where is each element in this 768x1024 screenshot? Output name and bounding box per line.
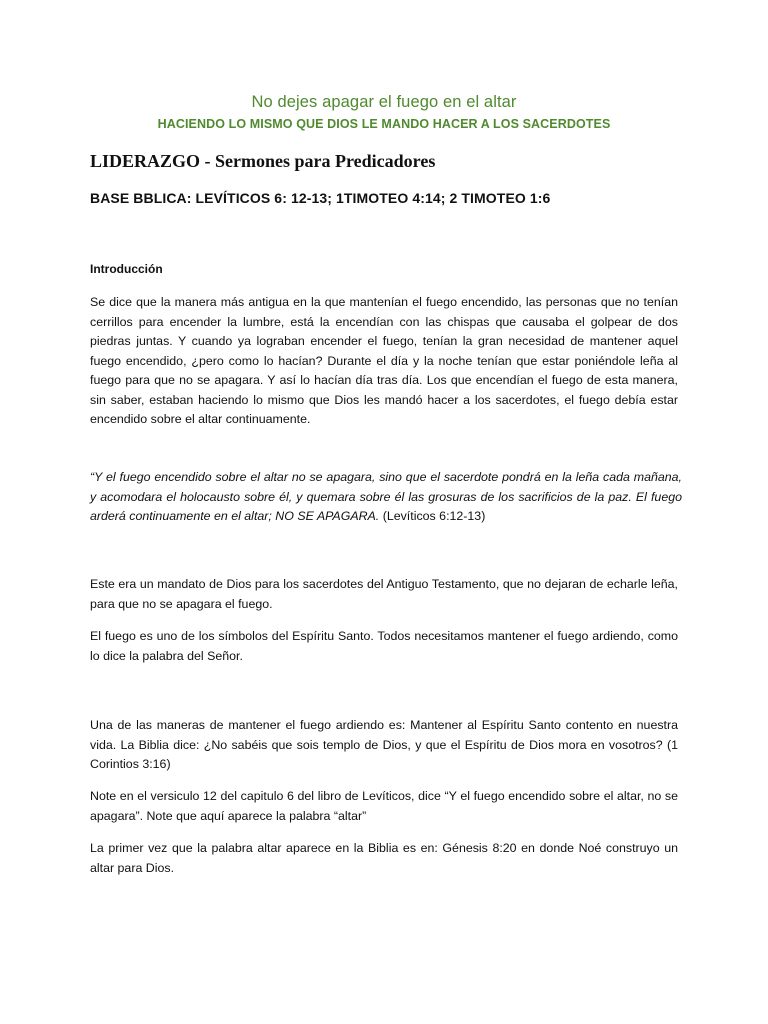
category-heading: LIDERAZGO - Sermones para Predicadores: [90, 151, 436, 171]
introduction-label: Introducción: [90, 262, 163, 276]
paragraph-mandate: Este era un mandato de Dios para los sacerdotes del Antiguo Testamento, que no dejaran de echarle leña, para que no se apagara el fuego.: [90, 577, 678, 611]
scripture-quote-text: “Y el fuego encendido sobre el altar no se apagara, sino que el sacerdote pondrá en la leña cada mañana, y acomodara el holocausto sobre él, y quemara sobre él las grosuras de los sacrificios de la paz. El fuego arderá continuamente en el altar; NO SE APAGARA.: [90, 470, 682, 523]
paragraph-intro: Se dice que la manera más antigua en la que mantenían el fuego encendido, las personas que no tenían cerrillos para encender la lumbre, está la encendían con las chispas que causaba el golpear de dos piedras juntas. Y cuando ya lograban encender el fuego, tenían la gran necesidad de mantener aquel fuego encendido, ¿pero como lo hacían? Durante el día y la noche tenían que estar poniéndole leña al fuego para que no se apagara. Y así lo hacían día tras día. Los que encendían el fuego de esta manera, sin saber, estaban haciendo lo mismo que Dios les mandó hacer a los sacerdotes, el fuego debía estar encendido sobre el altar continuamente.: [90, 295, 678, 426]
paragraph-first-altar: La primer vez que la palabra altar aparece en la Biblia es en: Génesis 8:20 en donde Noé construyo un altar para Dios.: [90, 841, 678, 875]
paragraph-verse-note: Note en el versiculo 12 del capitulo 6 del libro de Levíticos, dice “Y el fuego encendido sobre el altar, no se apagara”. Note que aquí aparece la palabra “altar”: [90, 789, 678, 823]
scripture-quote: [90, 468, 682, 527]
scripture-quote-reference: (Levíticos 6:12-13): [379, 509, 486, 523]
paragraph-holy-spirit-symbol: El fuego es uno de los símbolos del Espíritu Santo. Todos necesitamos mantener el fuego ardiendo, como lo dice la palabra del Señor.: [90, 629, 678, 663]
document-title: No dejes apagar el fuego en el altar: [251, 93, 517, 111]
paragraph-keep-fire: Una de las maneras de mantener el fuego ardiendo es: Mantener al Espíritu Santo contento en nuestra vida. La Biblia dice: ¿No sabéis que sois templo de Dios, y que el Espíritu de Dios mora en vosotros? (1 Corintios 3:16): [90, 718, 678, 771]
base-biblica-heading: BASE BBLICA: LEVÍTICOS 6: 12-13; 1TIMOTEO 4:14; 2 TIMOTEO 1:6: [90, 190, 551, 206]
document-subtitle: HACIENDO LO MISMO QUE DIOS LE MANDO HACER A LOS SACERDOTES: [157, 117, 611, 131]
